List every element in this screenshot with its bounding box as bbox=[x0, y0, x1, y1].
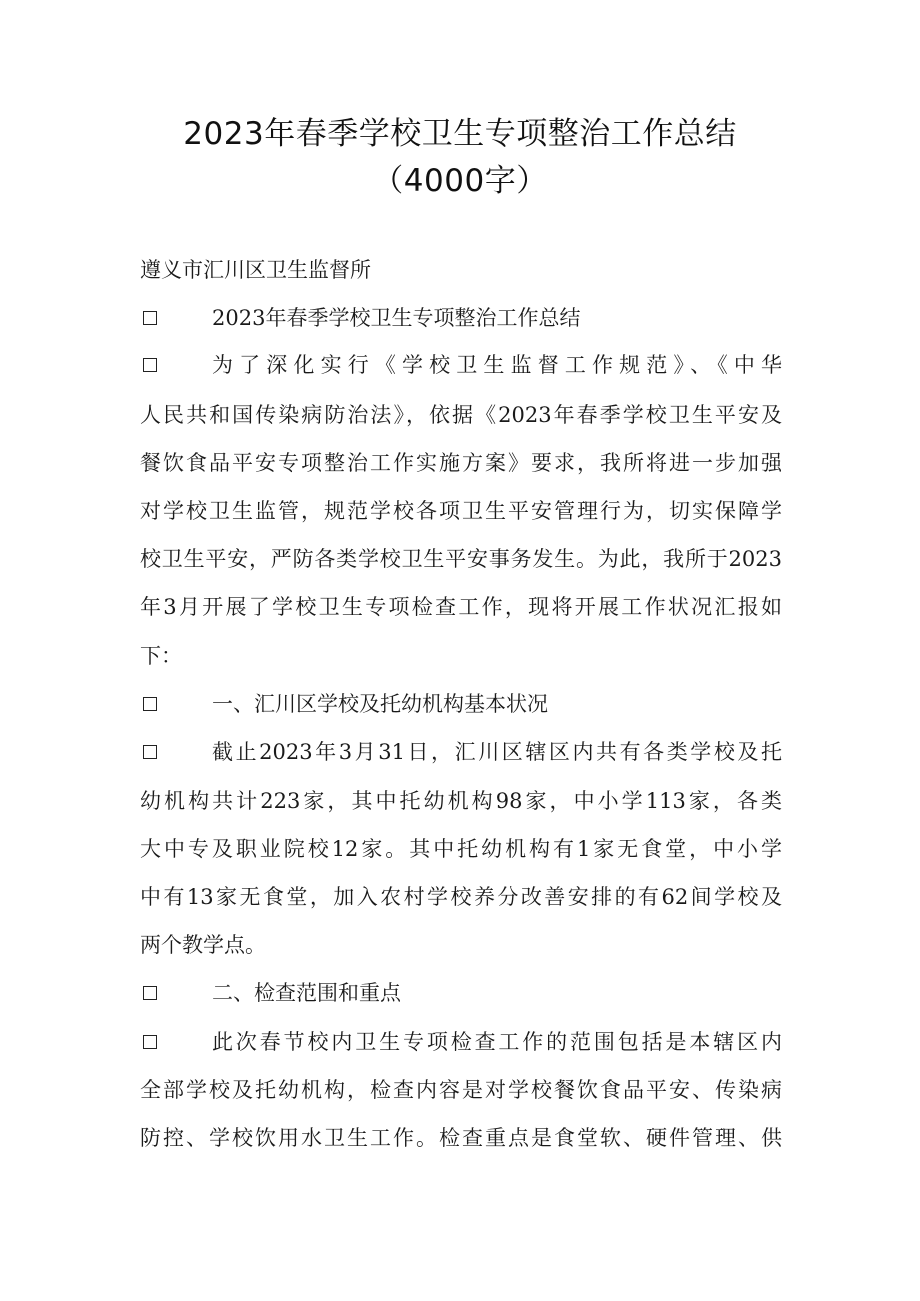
document-title: 2023年春季学校卫生专项整治工作总结 bbox=[183, 116, 737, 152]
checkbox-square-icon bbox=[143, 745, 157, 759]
checkbox-square-icon bbox=[143, 986, 157, 1000]
bullet-item bbox=[140, 350, 782, 380]
paragraph-line: 下： bbox=[140, 644, 182, 668]
paragraph-line: 大中专及职业院校12家。其中托幼机构有1家无食堂，中小学 bbox=[140, 837, 782, 861]
paragraph-line: 幼机构共计223家，其中托幼机构98家，中小学113家，各类 bbox=[140, 789, 782, 813]
bullet-item bbox=[140, 1027, 782, 1057]
bullet-item bbox=[140, 737, 782, 767]
bullet-text: 为了深化实行《学校卫生监督工作规范》、《中华 bbox=[212, 353, 782, 377]
bullet-text: 截止2023年3月31日，汇川区辖区内共有各类学校及托 bbox=[212, 740, 782, 764]
bullet-item bbox=[140, 303, 782, 333]
bullet-text: 此次春节校内卫生专项检查工作的范围包括是本辖区内 bbox=[212, 1030, 782, 1054]
paragraph-line: 全部学校及托幼机构，检查内容是对学校餐饮食品平安、传染病 bbox=[140, 1078, 782, 1102]
paragraph-line: 中有13家无食堂，加入农村学校养分改善安排的有62间学校及 bbox=[140, 885, 782, 909]
checkbox-square-icon bbox=[143, 311, 157, 325]
paragraph-line: 餐饮食品平安专项整治工作实施方案》要求，我所将进一步加强 bbox=[140, 451, 782, 475]
paragraph-line: 对学校卫生监管，规范学校各项卫生平安管理行为，切实保障学 bbox=[140, 499, 782, 523]
paragraph-line: 两个教学点。 bbox=[140, 933, 266, 957]
section-heading: 一、汇川区学校及托幼机构基本状况 bbox=[212, 692, 548, 716]
bullet-item bbox=[140, 978, 782, 1008]
checkbox-square-icon bbox=[143, 358, 157, 372]
section-heading: 二、检查范围和重点 bbox=[212, 981, 401, 1005]
paragraph-line: 年3月开展了学校卫生专项检查工作，现将开展工作状况汇报如 bbox=[140, 595, 782, 619]
paragraph-line: 校卫生平安，严防各类学校卫生平安事务发生。为此，我所于2023 bbox=[140, 547, 782, 571]
bullet-item bbox=[140, 689, 782, 719]
paragraph-line: 防控、学校饮用水卫生工作。检查重点是食堂软、硬件管理、供 bbox=[140, 1126, 782, 1150]
checkbox-square-icon bbox=[143, 697, 157, 711]
author-line: 遵义市汇川区卫生监督所 bbox=[140, 258, 371, 282]
paragraph-line: 人民共和国传染病防治法》，依据《2023年春季学校卫生平安及 bbox=[140, 403, 782, 427]
bullet-text: 2023年春季学校卫生专项整治工作总结 bbox=[212, 306, 581, 330]
document-subtitle: （4000字） bbox=[372, 163, 548, 199]
checkbox-square-icon bbox=[143, 1035, 157, 1049]
